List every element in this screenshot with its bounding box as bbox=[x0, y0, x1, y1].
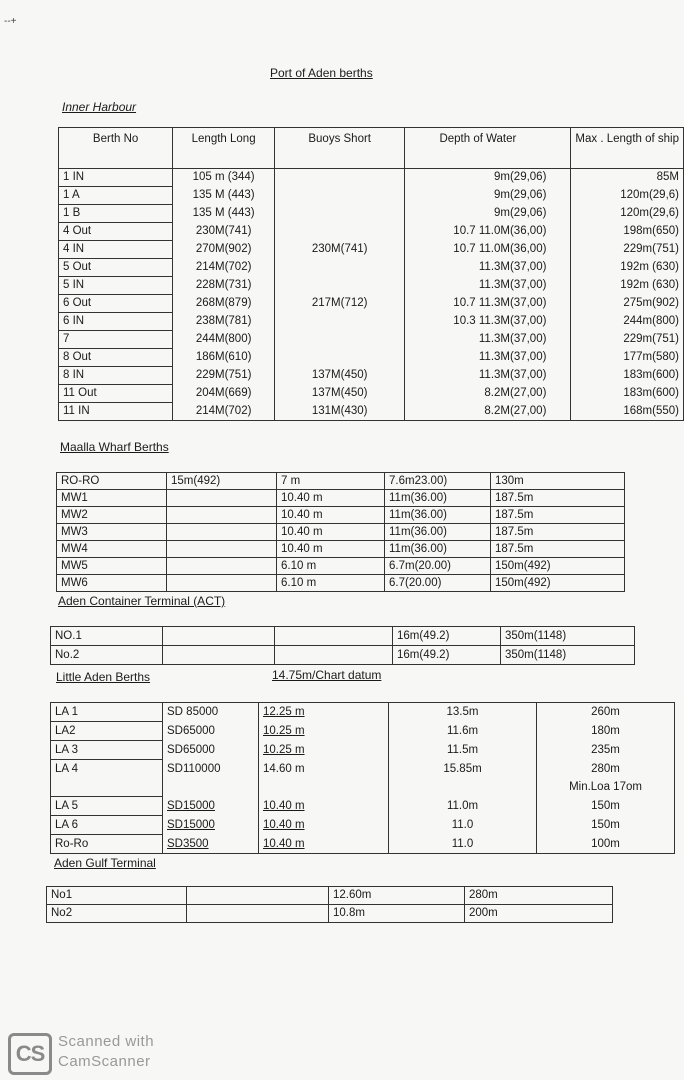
table-cell: 8 Out bbox=[59, 349, 173, 367]
table-cell bbox=[163, 646, 275, 665]
table-cell: 6.7m(20.00) bbox=[385, 558, 491, 575]
table-cell: 11.3M(37,00) bbox=[405, 277, 571, 295]
table-cell: SD15000 bbox=[163, 797, 259, 816]
table-row bbox=[59, 223, 684, 241]
table-row bbox=[59, 331, 684, 349]
table-cell: 120m(29,6) bbox=[571, 205, 684, 223]
table-cell: 120m(29,6) bbox=[571, 187, 684, 205]
table-row bbox=[51, 646, 635, 665]
table-cell: 10.40 m bbox=[259, 835, 389, 854]
table-row bbox=[59, 205, 684, 223]
table-cell: 4 Out bbox=[59, 223, 173, 241]
table-cell bbox=[167, 507, 277, 524]
little-aden-table bbox=[50, 702, 675, 854]
table-cell: 6.10 m bbox=[277, 558, 385, 575]
table-cell bbox=[275, 205, 405, 223]
table-cell: 6 IN bbox=[59, 313, 173, 331]
table-cell: 168m(550) bbox=[571, 403, 684, 421]
table-row bbox=[57, 473, 625, 490]
table-cell bbox=[167, 490, 277, 507]
table-cell: 8 IN bbox=[59, 367, 173, 385]
table-row bbox=[47, 887, 613, 905]
table-cell: 268M(879) bbox=[173, 295, 275, 313]
table-cell: SD110000 bbox=[163, 760, 259, 779]
table-cell bbox=[187, 905, 329, 923]
table-cell: 6 Out bbox=[59, 295, 173, 313]
table-cell: 5 Out bbox=[59, 259, 173, 277]
table-cell: 244M(800) bbox=[173, 331, 275, 349]
table-row bbox=[51, 703, 675, 722]
table-cell: 137M(450) bbox=[275, 367, 405, 385]
table-cell: 187.5m bbox=[491, 490, 625, 507]
table-row bbox=[57, 558, 625, 575]
table-cell: 10.40 m bbox=[277, 524, 385, 541]
little-aden-heading: Little Aden Berths bbox=[56, 670, 151, 684]
table-cell: 130m bbox=[491, 473, 625, 490]
table-cell: 7 bbox=[59, 331, 173, 349]
table-cell bbox=[187, 887, 329, 905]
table-row bbox=[47, 905, 613, 923]
table-cell: MW5 bbox=[57, 558, 167, 575]
table-row bbox=[59, 349, 684, 367]
column-header: Buoys Short bbox=[275, 128, 405, 169]
table-cell: 9m(29,06) bbox=[405, 187, 571, 205]
table-row bbox=[57, 524, 625, 541]
table-cell: 131M(430) bbox=[275, 403, 405, 421]
table-cell bbox=[275, 169, 405, 187]
table-cell: 11.0 bbox=[389, 835, 537, 854]
act-table bbox=[50, 626, 635, 665]
table-cell: 9m(29,06) bbox=[405, 205, 571, 223]
table-cell: 12.60m bbox=[329, 887, 465, 905]
table-cell: 8.2M(27,00) bbox=[405, 403, 571, 421]
table-cell: 183m(600) bbox=[571, 367, 684, 385]
table-cell: 11.5m bbox=[389, 741, 537, 760]
table-cell: 1 B bbox=[59, 205, 173, 223]
table-row bbox=[59, 403, 684, 421]
table-cell: 11m(36.00) bbox=[385, 507, 491, 524]
table-cell: 9m(29,06) bbox=[405, 169, 571, 187]
table-cell: NO.1 bbox=[51, 627, 163, 646]
table-cell: 10.25 m bbox=[259, 741, 389, 760]
table-cell: 183m(600) bbox=[571, 385, 684, 403]
table-row bbox=[51, 627, 635, 646]
table-cell: Min.Loa 17om bbox=[537, 778, 675, 797]
table-row bbox=[51, 816, 675, 835]
table-cell: 12.25 m bbox=[259, 703, 389, 722]
table-cell bbox=[275, 223, 405, 241]
table-cell: 16m(49.2) bbox=[393, 646, 501, 665]
table-cell: 270M(902) bbox=[173, 241, 275, 259]
table-cell: SD15000 bbox=[163, 816, 259, 835]
table-cell: 7.6m23.00) bbox=[385, 473, 491, 490]
table-cell: 4 IN bbox=[59, 241, 173, 259]
table-row bbox=[59, 367, 684, 385]
table-cell: 260m bbox=[537, 703, 675, 722]
camscanner-logo-icon: CS bbox=[8, 1033, 52, 1075]
table-cell: 11.3M(37,00) bbox=[405, 331, 571, 349]
table-cell: 11m(36.00) bbox=[385, 490, 491, 507]
table-cell bbox=[51, 778, 163, 797]
table-cell: 230M(741) bbox=[275, 241, 405, 259]
table-cell: 10.8m bbox=[329, 905, 465, 923]
table-cell: 13.5m bbox=[389, 703, 537, 722]
table-cell: 105 m (344) bbox=[173, 169, 275, 187]
table-row bbox=[59, 313, 684, 331]
table-cell: 135 M (443) bbox=[173, 187, 275, 205]
table-cell: 238M(781) bbox=[173, 313, 275, 331]
table-cell: 11 Out bbox=[59, 385, 173, 403]
chart-datum-note: 14.75m/Chart datum bbox=[272, 668, 382, 682]
watermark-line2: CamScanner bbox=[58, 1053, 151, 1070]
table-row bbox=[51, 741, 675, 760]
table-cell: 8.2M(27,00) bbox=[405, 385, 571, 403]
table-row bbox=[59, 187, 684, 205]
table-cell: 85M bbox=[571, 169, 684, 187]
table-cell: 280m bbox=[465, 887, 613, 905]
table-cell: 10.25 m bbox=[259, 722, 389, 741]
table-cell: MW6 bbox=[57, 575, 167, 592]
table-cell: 229m(751) bbox=[571, 241, 684, 259]
table-cell bbox=[275, 349, 405, 367]
table-cell: 192m (630) bbox=[571, 277, 684, 295]
table-row bbox=[59, 241, 684, 259]
table-cell: LA 5 bbox=[51, 797, 163, 816]
table-cell: 11.0m bbox=[389, 797, 537, 816]
table-cell: 10.7 11.0M(36,00) bbox=[405, 223, 571, 241]
table-cell: 228M(731) bbox=[173, 277, 275, 295]
table-cell: 180m bbox=[537, 722, 675, 741]
table-cell bbox=[163, 778, 259, 797]
table-cell: 150m(492) bbox=[491, 558, 625, 575]
table-cell bbox=[167, 558, 277, 575]
table-cell: 5 IN bbox=[59, 277, 173, 295]
inner-harbour-heading: Inner Harbour bbox=[62, 100, 137, 114]
table-cell: 10.7 11.3M(37,00) bbox=[405, 295, 571, 313]
table-cell: MW1 bbox=[57, 490, 167, 507]
maalla-heading: Maalla Wharf Berths bbox=[60, 440, 169, 454]
table-cell: 15.85m bbox=[389, 760, 537, 779]
table-cell bbox=[275, 646, 393, 665]
table-cell: 10.3 11.3M(37,00) bbox=[405, 313, 571, 331]
table-cell: SD 85000 bbox=[163, 703, 259, 722]
table-cell: No1 bbox=[47, 887, 187, 905]
table-cell bbox=[259, 778, 389, 797]
table-cell: 11.0 bbox=[389, 816, 537, 835]
table-cell: Ro-Ro bbox=[51, 835, 163, 854]
table-cell: 350m(1148) bbox=[501, 646, 635, 665]
table-cell: 187.5m bbox=[491, 524, 625, 541]
gulf-heading: Aden Gulf Terminal bbox=[54, 856, 156, 870]
table-cell: 200m bbox=[465, 905, 613, 923]
table-row bbox=[51, 835, 675, 854]
table-cell: 350m(1148) bbox=[501, 627, 635, 646]
table-cell: LA 4 bbox=[51, 760, 163, 779]
table-cell: 187.5m bbox=[491, 541, 625, 558]
table-cell: MW3 bbox=[57, 524, 167, 541]
table-cell: 275m(902) bbox=[571, 295, 684, 313]
table-cell bbox=[275, 187, 405, 205]
table-row bbox=[57, 575, 625, 592]
table-cell: 150m bbox=[537, 797, 675, 816]
table-cell: LA 3 bbox=[51, 741, 163, 760]
table-cell: 11.3M(37,00) bbox=[405, 367, 571, 385]
table-cell: 14.60 m bbox=[259, 760, 389, 779]
maalla-table bbox=[56, 472, 625, 592]
table-cell: 11.3M(37,00) bbox=[405, 349, 571, 367]
table-cell: 10.40 m bbox=[259, 816, 389, 835]
table-cell: 16m(49.2) bbox=[393, 627, 501, 646]
watermark-line1: Scanned with bbox=[58, 1033, 155, 1050]
table-cell: SD65000 bbox=[163, 722, 259, 741]
table-cell: 198m(650) bbox=[571, 223, 684, 241]
scan-mark: --+ bbox=[4, 16, 17, 27]
gulf-table bbox=[46, 886, 613, 923]
table-row bbox=[59, 169, 684, 187]
table-cell: 235m bbox=[537, 741, 675, 760]
table-cell: 10.40 m bbox=[277, 541, 385, 558]
table-cell: No2 bbox=[47, 905, 187, 923]
table-cell: LA 1 bbox=[51, 703, 163, 722]
column-header: Depth of Water bbox=[405, 128, 571, 169]
table-cell: 10.40 m bbox=[259, 797, 389, 816]
table-cell bbox=[167, 541, 277, 558]
table-cell: 7 m bbox=[277, 473, 385, 490]
table-cell: 204M(669) bbox=[173, 385, 275, 403]
table-cell: 229M(751) bbox=[173, 367, 275, 385]
inner-harbour-table bbox=[58, 127, 684, 421]
table-header-row bbox=[59, 128, 684, 169]
table-row bbox=[51, 722, 675, 741]
act-heading: Aden Container Terminal (ACT) bbox=[58, 594, 226, 608]
table-cell: No.2 bbox=[51, 646, 163, 665]
table-row bbox=[51, 760, 675, 779]
table-cell: 11.6m bbox=[389, 722, 537, 741]
column-header: Berth No bbox=[59, 128, 173, 169]
table-cell: 6.7(20.00) bbox=[385, 575, 491, 592]
table-cell: 177m(580) bbox=[571, 349, 684, 367]
table-cell: 11.3M(37,00) bbox=[405, 259, 571, 277]
table-row bbox=[57, 541, 625, 558]
table-cell: RO-RO bbox=[57, 473, 167, 490]
table-cell bbox=[163, 627, 275, 646]
table-row bbox=[59, 277, 684, 295]
table-cell: 192m (630) bbox=[571, 259, 684, 277]
table-cell: 10.40 m bbox=[277, 507, 385, 524]
table-cell: 11m(36.00) bbox=[385, 524, 491, 541]
table-cell: SD3500 bbox=[163, 835, 259, 854]
column-header: Length Long bbox=[173, 128, 275, 169]
table-cell: 1 IN bbox=[59, 169, 173, 187]
table-cell: 187.5m bbox=[491, 507, 625, 524]
table-cell: LA2 bbox=[51, 722, 163, 741]
table-cell: 217M(712) bbox=[275, 295, 405, 313]
table-cell: 230M(741) bbox=[173, 223, 275, 241]
table-cell bbox=[275, 313, 405, 331]
table-row bbox=[51, 778, 675, 797]
column-header: Max . Length of ship bbox=[571, 128, 684, 169]
table-row bbox=[59, 295, 684, 313]
table-cell: 244m(800) bbox=[571, 313, 684, 331]
table-row bbox=[57, 507, 625, 524]
table-cell bbox=[167, 575, 277, 592]
table-cell: 100m bbox=[537, 835, 675, 854]
table-cell: 150m(492) bbox=[491, 575, 625, 592]
table-cell: 6.10 m bbox=[277, 575, 385, 592]
table-cell: 137M(450) bbox=[275, 385, 405, 403]
table-cell: 214M(702) bbox=[173, 259, 275, 277]
table-row bbox=[59, 259, 684, 277]
table-cell: 135 M (443) bbox=[173, 205, 275, 223]
table-cell: 11 IN bbox=[59, 403, 173, 421]
table-cell: 15m(492) bbox=[167, 473, 277, 490]
table-cell bbox=[167, 524, 277, 541]
table-cell: 10.40 m bbox=[277, 490, 385, 507]
table-cell: 186M(610) bbox=[173, 349, 275, 367]
table-cell: 10.7 11.0M(36,00) bbox=[405, 241, 571, 259]
table-cell: 214M(702) bbox=[173, 403, 275, 421]
camscanner-watermark bbox=[58, 1032, 154, 1072]
table-row bbox=[57, 490, 625, 507]
table-cell bbox=[275, 277, 405, 295]
page-title: Port of Aden berths bbox=[270, 66, 373, 80]
table-cell bbox=[275, 259, 405, 277]
table-row bbox=[59, 385, 684, 403]
table-cell: 1 A bbox=[59, 187, 173, 205]
table-cell: SD65000 bbox=[163, 741, 259, 760]
table-cell: 11m(36.00) bbox=[385, 541, 491, 558]
table-row bbox=[51, 797, 675, 816]
table-cell: LA 6 bbox=[51, 816, 163, 835]
table-cell: MW4 bbox=[57, 541, 167, 558]
table-cell bbox=[275, 331, 405, 349]
table-cell: 229m(751) bbox=[571, 331, 684, 349]
table-cell bbox=[275, 627, 393, 646]
table-cell bbox=[389, 778, 537, 797]
table-cell: 280m bbox=[537, 760, 675, 779]
table-cell: 150m bbox=[537, 816, 675, 835]
table-cell: MW2 bbox=[57, 507, 167, 524]
